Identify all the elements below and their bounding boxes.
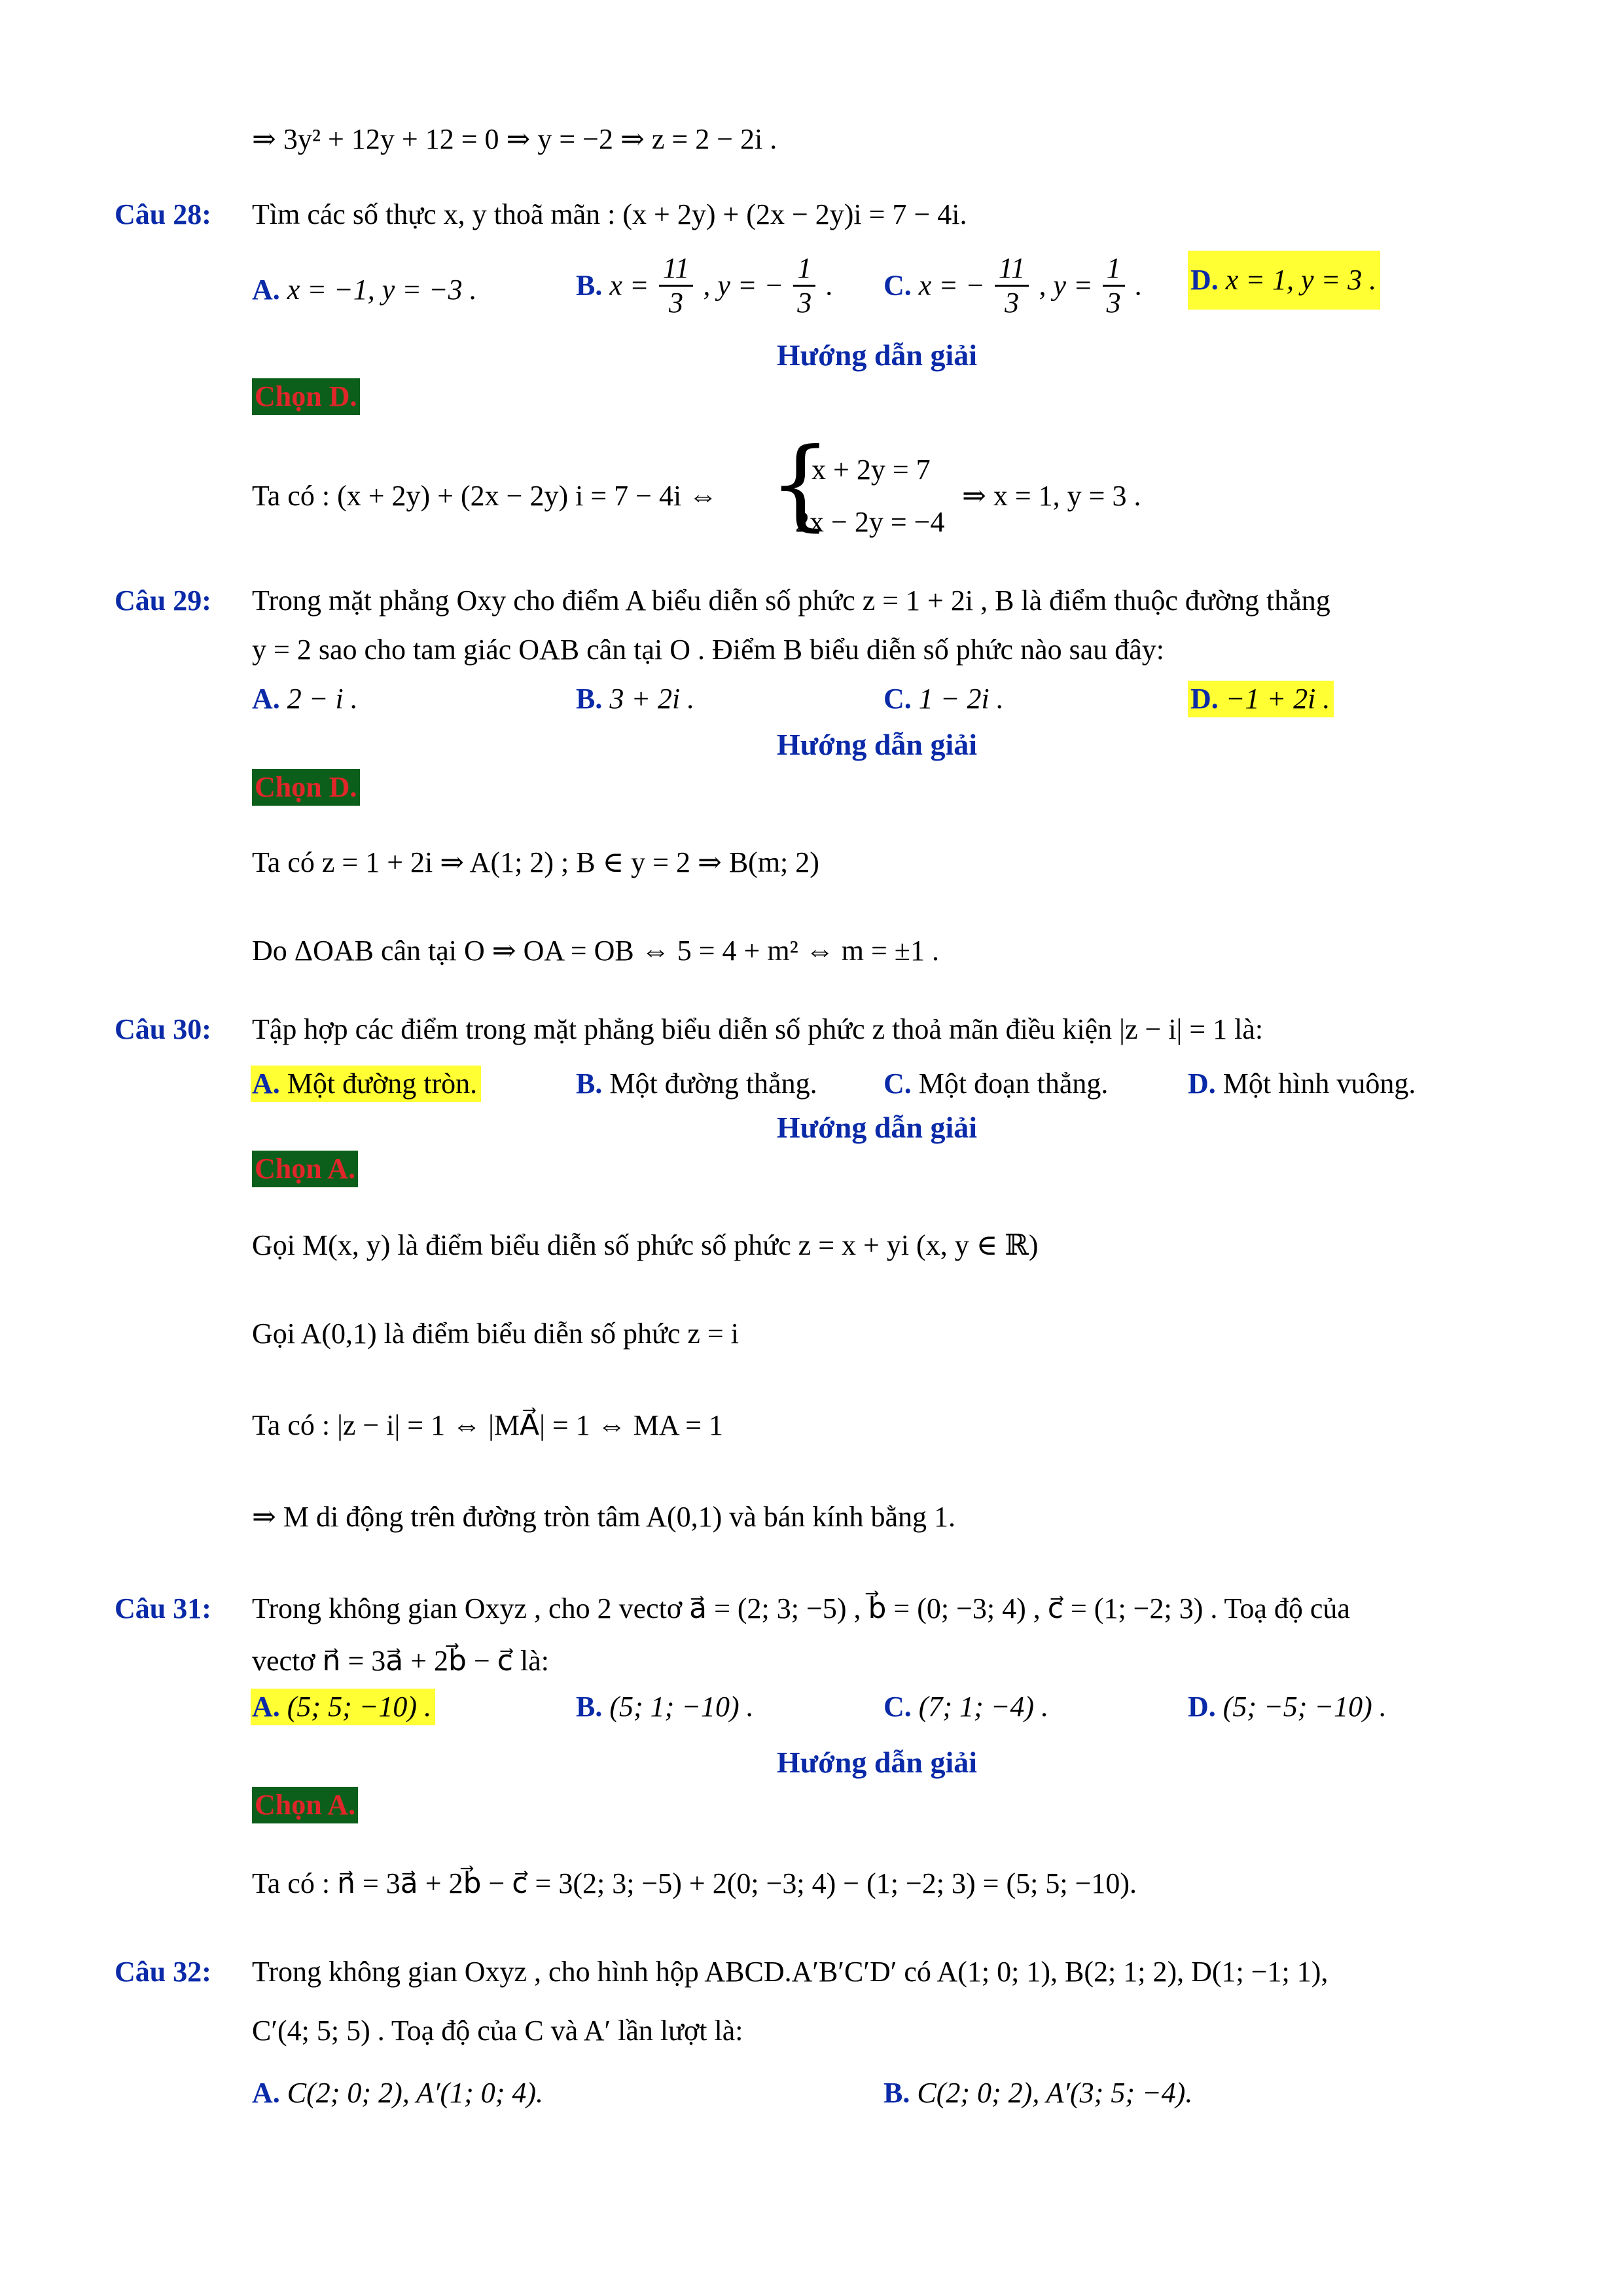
q29-answer-badge: Chọn D. — [252, 769, 360, 806]
q32-option-a: A. C(2; 0; 2), A′(1; 0; 4). — [252, 2077, 544, 2109]
q31-solution: Ta có : n⃗ = 3a⃗ + 2b⃗ − c⃗ = 3(2; 3; −5) + 2(0; −3; 4) − (1; −2; 3) = (5; 5; −10). — [252, 1867, 1137, 1899]
q31-option-b: B. (5; 1; −10) . — [576, 1691, 754, 1723]
q31-option-a-correct: A. (5; 5; −10) . — [251, 1689, 435, 1725]
q32-question-line2: C′(4; 5; 5) . Toạ độ của C và A′ lần lượt là: — [252, 2015, 743, 2047]
q28-c-fraction-y: $\frac{1}{3}$ — [1103, 252, 1125, 319]
q30-solution-heading: Hướng dẫn giải — [776, 1111, 978, 1144]
q29-solution-heading: Hướng dẫn giải — [776, 728, 978, 761]
q31-label: Câu 31: — [115, 1592, 211, 1624]
q29-option-b: B. 3 + 2i . — [576, 683, 695, 715]
q28-label: Câu 28: — [115, 198, 211, 230]
q30-solution-line3: Ta có : |z − i| = 1 ⇔ |MA⃗| = 1 ⇔ MA = 1 — [252, 1409, 724, 1441]
q29-solution-line1: Ta có z = 1 + 2i ⇒ A(1; 2) ; B ∈ y = 2 ⇒ B(m; 2) — [252, 846, 819, 878]
q32-label: Câu 32: — [115, 1956, 211, 1988]
q31-option-d: D. (5; −5; −10) . — [1188, 1691, 1387, 1723]
q30-solution-line2: Gọi A(0,1) là điểm biểu diễn số phức z = i — [252, 1318, 739, 1350]
q28-solution-heading: Hướng dẫn giải — [776, 338, 978, 372]
q30-question: Tập hợp các điểm trong mặt phẳng biểu diễn số phức z thoả mãn điều kiện |z − i| = 1 là: — [252, 1013, 1264, 1045]
q28-c-fraction-x: $\frac{11}{3}$ — [995, 252, 1029, 319]
q30-option-c: C. Một đoạn thẳng. — [883, 1067, 1109, 1100]
q28-option-d-correct: D. x = 1, y = 3 . — [1188, 251, 1380, 310]
q30-solution-line1: Gọi M(x, y) là điểm biểu diễn số phức số phức z = x + yi (x, y ∈ ℝ) — [252, 1229, 1039, 1261]
q29-solution-line2: Do ΔOAB cân tại O ⇒ OA = OB ⇔ 5 = 4 + m² ⇔ m = ±1 . — [252, 935, 939, 967]
q29-option-a: A. 2 − i . — [252, 683, 358, 715]
q31-question-line2: vectơ n⃗ = 3a⃗ + 2b⃗ − c⃗ là: — [252, 1645, 549, 1677]
q31-question-line1: Trong không gian Oxyz , cho 2 vectơ a⃗ = (2; 3; −5) , b⃗ = (0; −3; 4) , c⃗ = (1; −2; 3) . Toạ độ của — [252, 1592, 1350, 1624]
q31-answer-badge: Chọn A. — [252, 1787, 358, 1823]
q29-question-line1: Trong mặt phẳng Oxy cho điểm A biểu diễn số phức z = 1 + 2i , B là điểm thuộc đường thẳng — [252, 584, 1330, 617]
q30-label: Câu 30: — [115, 1013, 211, 1045]
q29-option-d-correct: D. −1 + 2i . — [1188, 681, 1334, 717]
q32-option-b: B. C(2; 0; 2), A′(3; 5; −4). — [883, 2077, 1193, 2109]
q28-option-a: A. x = −1, y = −3 . — [252, 274, 477, 306]
q28-solution-right: ⇒ x = 1, y = 3 . — [962, 480, 1141, 512]
q30-solution-line4: ⇒ M di động trên đường tròn tâm A(0,1) và bán kính bằng 1. — [252, 1501, 956, 1533]
q30-option-a-correct: A. Một đường tròn. — [251, 1066, 481, 1102]
q28-system-eq1: x + 2y = 7 — [812, 454, 931, 486]
q28-b-fraction-y: $\frac{1}{3}$ — [793, 252, 815, 319]
q29-option-c: C. 1 − 2i . — [883, 683, 1004, 715]
q32-question-line1: Trong không gian Oxyz , cho hình hộp ABCD.A′B′C′D′ có A(1; 0; 1), B(2; 1; 2), D(1; −1; 1), — [252, 1956, 1329, 1988]
q28-question: Tìm các số thực x, y thoã mãn : (x + 2y) + (2x − 2y)i = 7 − 4i. — [252, 198, 967, 230]
q29-label: Câu 29: — [115, 584, 211, 617]
q28-b-fraction-x: $\frac{11}{3}$ — [659, 252, 694, 319]
q28-system-brace: { — [769, 427, 832, 541]
q31-solution-heading: Hướng dẫn giải — [776, 1746, 978, 1779]
q28-solution-left: Ta có : (x + 2y) + (2x − 2y) i = 7 − 4i ⇔ — [252, 480, 718, 512]
q28-system-eq2: 2x − 2y = −4 — [795, 506, 945, 538]
q30-option-b: B. Một đường thẳng. — [576, 1067, 817, 1100]
q28-option-b: B. x = $\frac{11}{3}$ , y = − $\frac{1}{3}$ . — [576, 252, 833, 319]
q31-option-c: C. (7; 1; −4) . — [883, 1691, 1049, 1723]
q29-question-line2: y = 2 sao cho tam giác OAB cân tại O . Điểm B biểu diễn số phức nào sau đây: — [252, 634, 1165, 666]
q30-answer-badge: Chọn A. — [252, 1151, 358, 1187]
q30-option-d: D. Một hình vuông. — [1188, 1067, 1416, 1100]
q28-option-c: C. x = − $\frac{11}{3}$ , y = $\frac{1}{3}$ . — [883, 252, 1142, 319]
top-equation: ⇒ 3y² + 12y + 12 = 0 ⇒ y = −2 ⇒ z = 2 − 2i . — [252, 123, 777, 155]
q28-answer-badge: Chọn D. — [252, 378, 360, 415]
